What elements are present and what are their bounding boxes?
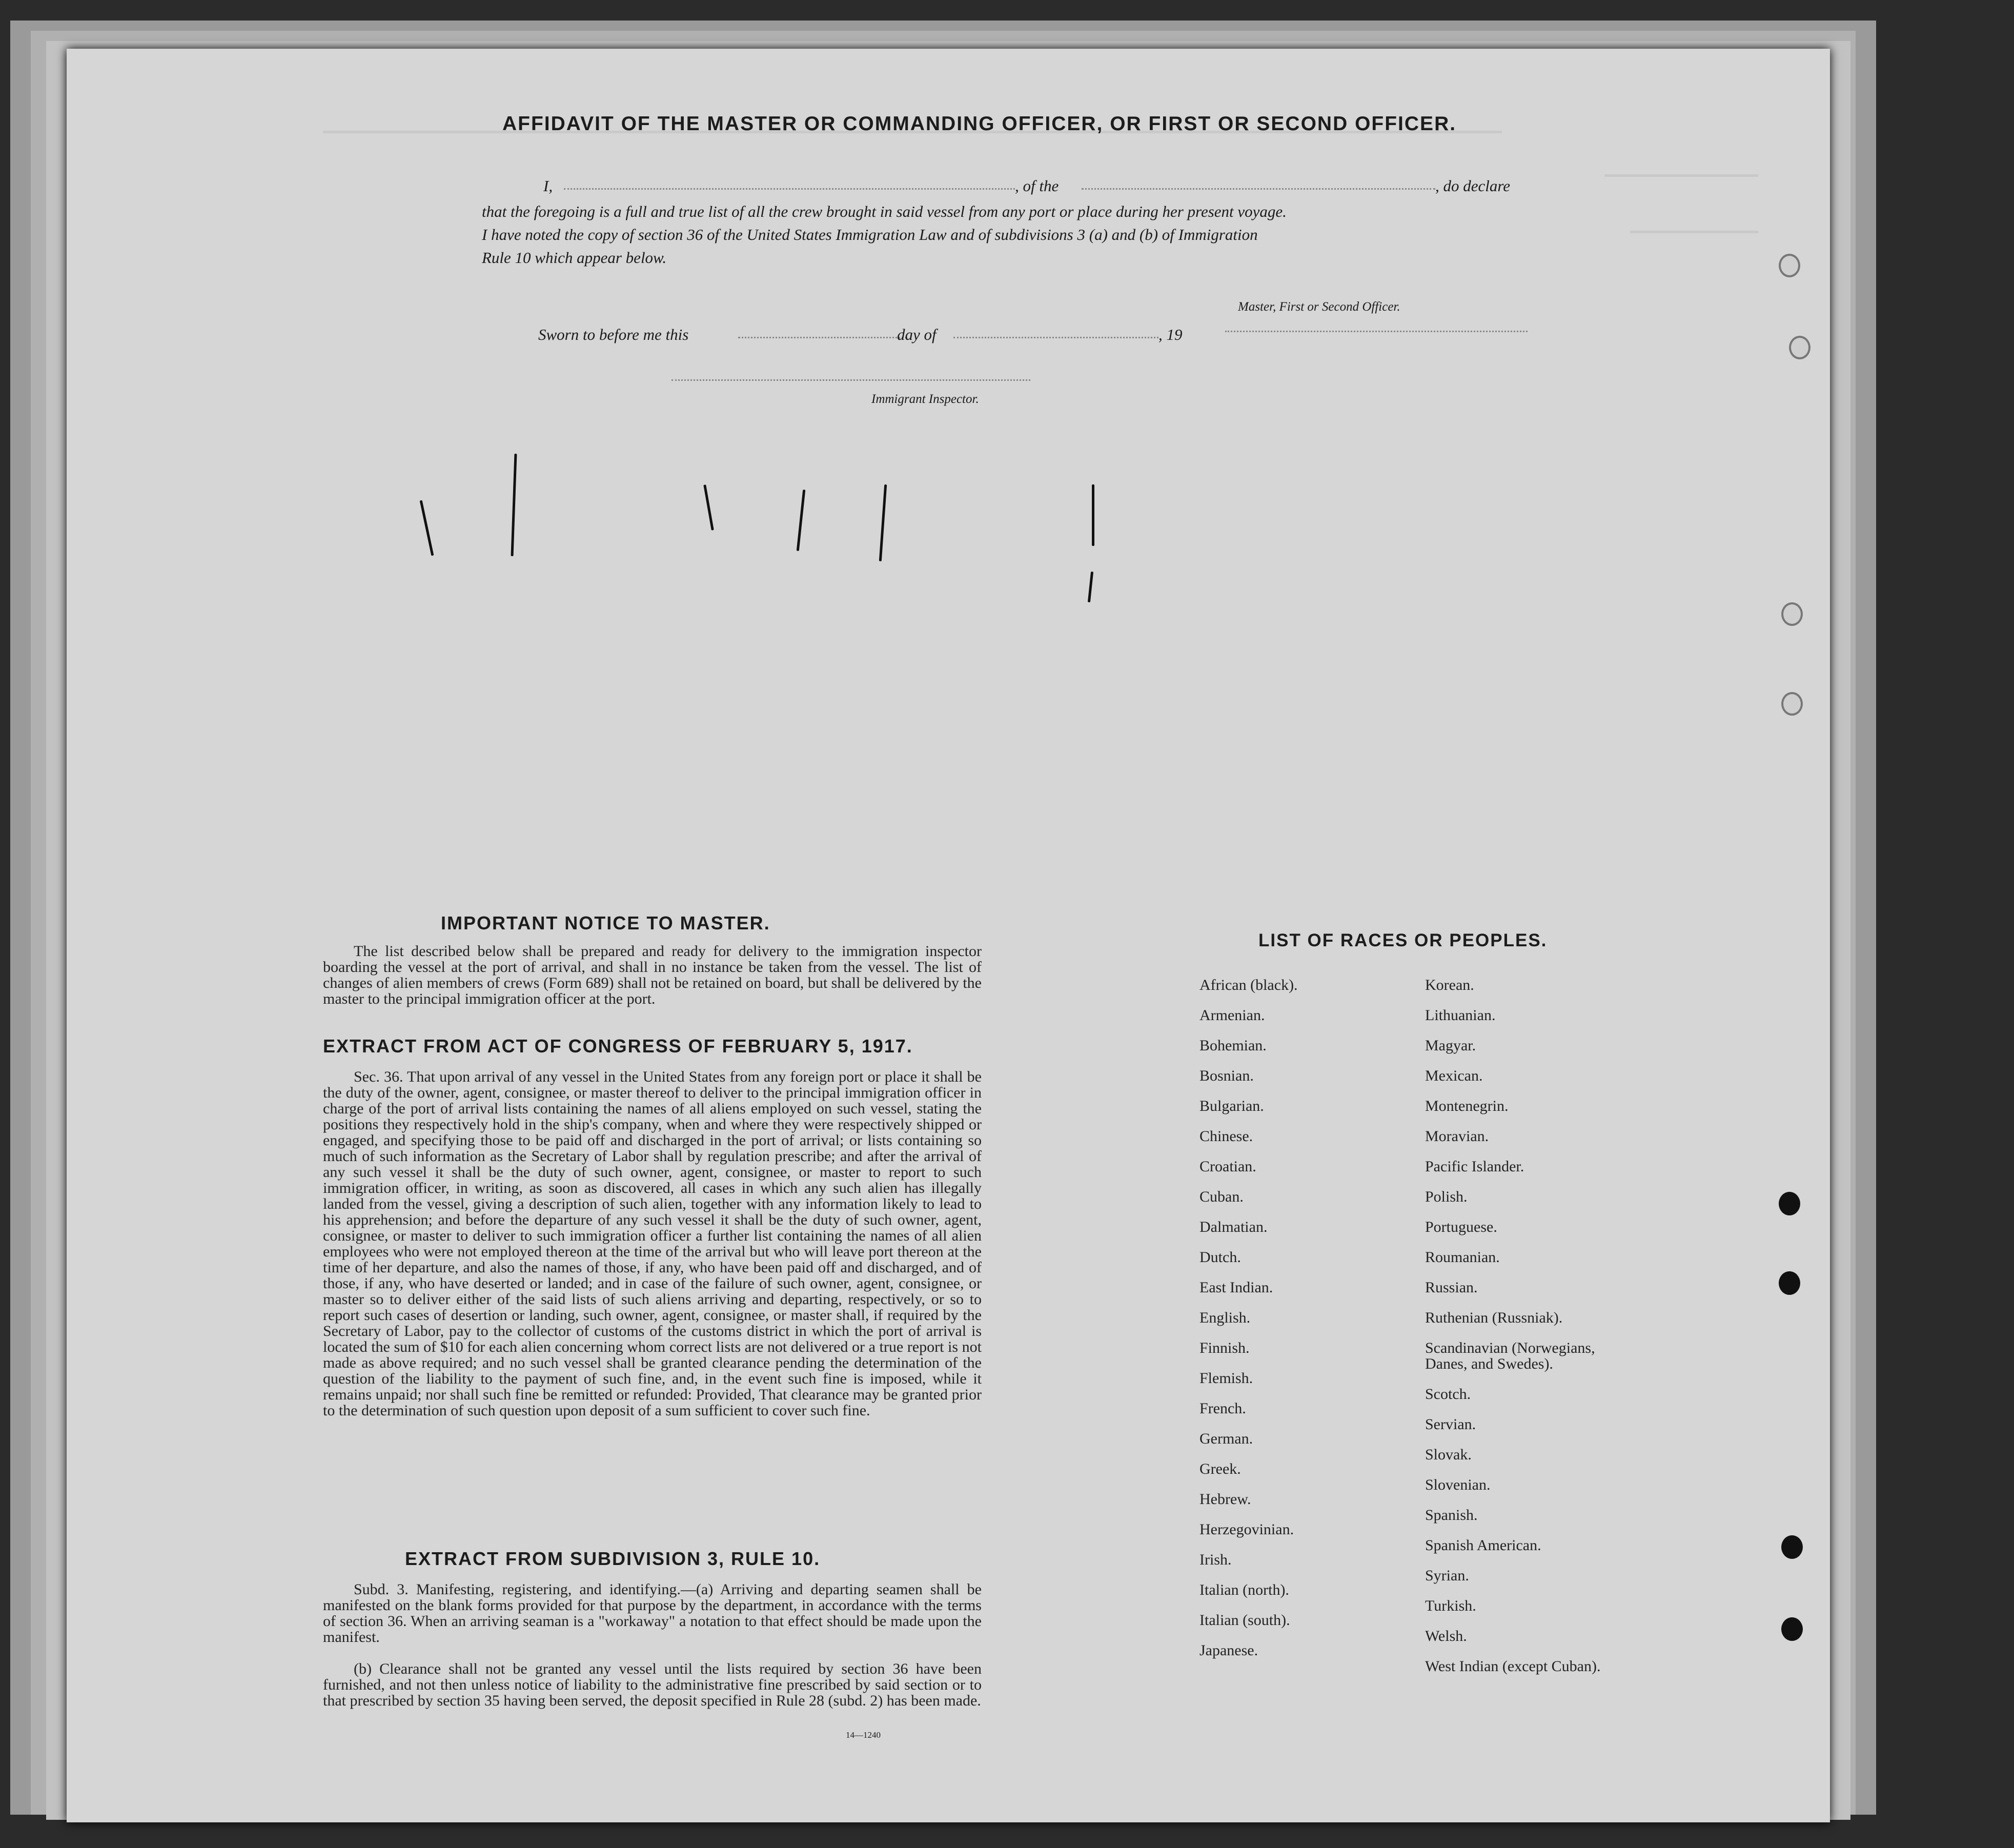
race-item: Slovenian. bbox=[1425, 1476, 1491, 1493]
affidavit-of-the: , of the bbox=[1015, 177, 1059, 195]
race-item: Scandinavian (Norwegians, bbox=[1425, 1339, 1595, 1356]
races-title: LIST OF RACES OR PEOPLES. bbox=[1258, 930, 1548, 950]
sworn-month-blank bbox=[953, 337, 1158, 338]
pen-mark bbox=[1092, 484, 1094, 546]
race-item: Polish. bbox=[1425, 1188, 1468, 1205]
race-item: Bosnian. bbox=[1199, 1067, 1254, 1084]
inspector-line bbox=[672, 379, 1030, 381]
day-of: day of bbox=[897, 326, 937, 343]
race-item: Mexican. bbox=[1425, 1067, 1483, 1084]
name-blank bbox=[564, 188, 1015, 190]
race-item: Herzegovinian. bbox=[1199, 1521, 1294, 1538]
affidavit-line-2: that the foregoing is a full and true list of all the crew brought in said vessel from any port or place during her present voyage. bbox=[482, 202, 1287, 220]
race-item: Welsh. bbox=[1425, 1628, 1467, 1644]
race-item: Syrian. bbox=[1425, 1567, 1469, 1584]
binder-hole bbox=[1781, 1535, 1803, 1559]
race-item: Greek. bbox=[1199, 1460, 1241, 1477]
race-item: Chinese. bbox=[1199, 1128, 1253, 1145]
binder-hole bbox=[1779, 1192, 1800, 1215]
race-item: English. bbox=[1199, 1309, 1251, 1326]
race-item: Croatian. bbox=[1199, 1158, 1256, 1175]
race-item: Korean. bbox=[1425, 977, 1474, 993]
race-item: Servian. bbox=[1425, 1416, 1476, 1433]
notice-title: IMPORTANT NOTICE TO MASTER. bbox=[441, 912, 770, 933]
signature-line bbox=[1225, 331, 1528, 332]
race-item: Lithuanian. bbox=[1425, 1007, 1496, 1024]
sworn-text: Sworn to before me this bbox=[538, 326, 689, 343]
binder-hole bbox=[1781, 692, 1803, 716]
affidavit-title: AFFIDAVIT OF THE MASTER OR COMMANDING OFFICER, OR FIRST OR SECOND OFFICER. bbox=[502, 113, 1457, 135]
sworn-day-blank bbox=[738, 337, 907, 338]
act-text: Sec. 36. That upon arrival of any vessel in the United States from any foreign port or place it shall be the duty of the owner, agent, consignee, or master thereof to deliver to the principal immigration officer in charge of the port of arrival lists containing the names of all aliens employed on such vessel, stating the positions they respectively hold in the ship's company, when and where they were respectively shipped or engaged, and specifying those to be paid off and discharged in the port of arrival; or lists containing so much of such information as the Secretary of Labor shall by regulation prescribe; and after the arrival of any such vessel it shall be the duty of such owner, agent, consignee, or master to report to such immigration officer, in writing, as soon as discovered, all cases in which any such alien has illegally landed from the vessel, giving a description of such alien, together with any information likely to lead to his apprehension; and before the departure of any such vessel it shall be the duty of such owner, agent, consignee, or master to deliver to such immigration officer a further list containing the names of all alien employees who were not employed thereon at the time of the arrival but who will leave port thereon at the time of her departure, and also the names of those, if any, who have been paid off and discharged, and of those, if any, who have deserted or landed; and in case of the failure of such owner, agent, consignee, or master so to deliver either of the said lists of such aliens arriving and departing, respectively, or so to report such cases of desertion or landing, such owner, agent, consignee, or master shall, if required by the Secretary of Labor, pay to the collector of customs of the customs district in which the port of arrival is located the sum of $10 for each alien concerning whom correct lists are not delivered or a true report is not made as above required; and no such vessel shall be granted clearance pending the determination of the question of the liability to the payment of such fine, and, in the event such fine is imposed, while it remains unpaid; nor shall such fine be remitted or refunded: Provided, That clearance may be granted prior to the determination of such question upon deposit of a sum sufficient to cover such fine. bbox=[323, 1068, 982, 1419]
binder-hole bbox=[1779, 254, 1800, 277]
race-item: Slovak. bbox=[1425, 1446, 1472, 1463]
rule-title: EXTRACT FROM SUBDIVISION 3, RULE 10. bbox=[405, 1548, 821, 1569]
race-item: Ruthenian (Russniak). bbox=[1425, 1309, 1563, 1326]
bleed-through-mark bbox=[1604, 174, 1758, 177]
pen-mark bbox=[420, 500, 434, 556]
race-item: Finnish. bbox=[1199, 1339, 1250, 1356]
race-item: Japanese. bbox=[1199, 1642, 1258, 1659]
race-item: West Indian (except Cuban). bbox=[1425, 1658, 1601, 1675]
race-item: Italian (south). bbox=[1199, 1612, 1290, 1629]
affidavit-do-declare: , do declare bbox=[1435, 177, 1511, 195]
race-item: Bulgarian. bbox=[1199, 1098, 1264, 1114]
race-item: Roumanian. bbox=[1425, 1249, 1500, 1266]
binder-hole bbox=[1781, 1617, 1803, 1641]
race-item: Portuguese. bbox=[1425, 1219, 1497, 1235]
signature-label: Master, First or Second Officer. bbox=[1238, 300, 1400, 314]
race-item: Irish. bbox=[1199, 1551, 1232, 1568]
act-title: EXTRACT FROM ACT OF CONGRESS OF FEBRUARY 5, 1917. bbox=[323, 1035, 913, 1057]
rule-para-b: (b) Clearance shall not be granted any vessel until the lists required by section 36 have been furnished, and not then unless notice of liability to the administrative fine prescribed by said section or to that prescribed by section 35 having been served, the deposit specified in Rule 28 (subd. 2) has been made. bbox=[323, 1660, 982, 1709]
binder-hole bbox=[1789, 336, 1810, 359]
race-item: Italian (north). bbox=[1199, 1581, 1289, 1598]
race-item: Dutch. bbox=[1199, 1249, 1241, 1266]
binder-hole bbox=[1779, 1271, 1800, 1295]
race-item: Cuban. bbox=[1199, 1188, 1244, 1205]
race-item: Pacific Islander. bbox=[1425, 1158, 1524, 1175]
year-prefix: , 19 bbox=[1158, 326, 1183, 343]
race-item: Armenian. bbox=[1199, 1007, 1265, 1024]
bleed-through-mark bbox=[1630, 231, 1758, 233]
pen-mark bbox=[703, 484, 714, 531]
race-item: Bohemian. bbox=[1199, 1037, 1267, 1054]
race-item: Hebrew. bbox=[1199, 1491, 1251, 1508]
race-item: Russian. bbox=[1425, 1279, 1478, 1296]
pen-mark bbox=[1088, 572, 1093, 602]
pen-mark bbox=[879, 484, 887, 561]
binder-hole bbox=[1781, 602, 1803, 626]
race-item: Moravian. bbox=[1425, 1128, 1489, 1145]
vessel-blank bbox=[1082, 188, 1435, 190]
notice-text: The list described below shall be prepared and ready for delivery to the immigration inspector boarding the vessel at the port of arrival, and shall in no instance be taken from the vessel. The list of changes of alien members of crews (Form 689) shall not be retained on board, but shall be delivered by the master to the principal immigration officer at the port. bbox=[323, 943, 982, 1007]
affidavit-line-4: Rule 10 which appear below. bbox=[482, 249, 667, 267]
race-item: African (black). bbox=[1199, 977, 1298, 993]
pen-mark bbox=[797, 490, 806, 551]
document-sheet bbox=[67, 49, 1830, 1822]
rule-para-a: Subd. 3. Manifesting, registering, and identifying.—(a) Arriving and departing seamen shall be manifested on the blank forms provided for that purpose by the department, in accordance with the terms of section 36. When an arriving seaman is a "workaway" a notation to that effect should be made upon the manifest. bbox=[323, 1581, 982, 1646]
inspector-label: Immigrant Inspector. bbox=[871, 392, 979, 406]
affidavit-i: I, bbox=[543, 177, 553, 195]
race-item: East Indian. bbox=[1199, 1279, 1273, 1296]
race-item: Flemish. bbox=[1199, 1370, 1253, 1387]
race-item: Scotch. bbox=[1425, 1386, 1471, 1403]
race-item: Turkish. bbox=[1425, 1597, 1476, 1614]
race-item: French. bbox=[1199, 1400, 1246, 1417]
race-item: Magyar. bbox=[1425, 1037, 1476, 1054]
race-item: Dalmatian. bbox=[1199, 1219, 1268, 1235]
affidavit-line-3: I have noted the copy of section 36 of the United States Immigration Law and of subdivisions 3 (a) and (b) of Immigration bbox=[482, 226, 1258, 243]
race-item: German. bbox=[1199, 1430, 1253, 1447]
race-item: Danes, and Swedes). bbox=[1425, 1355, 1553, 1372]
race-item: Spanish. bbox=[1425, 1507, 1478, 1524]
pen-mark bbox=[511, 454, 517, 556]
form-number: 14—1240 bbox=[846, 1730, 881, 1740]
race-item: Spanish American. bbox=[1425, 1537, 1541, 1554]
race-item: Montenegrin. bbox=[1425, 1098, 1509, 1114]
